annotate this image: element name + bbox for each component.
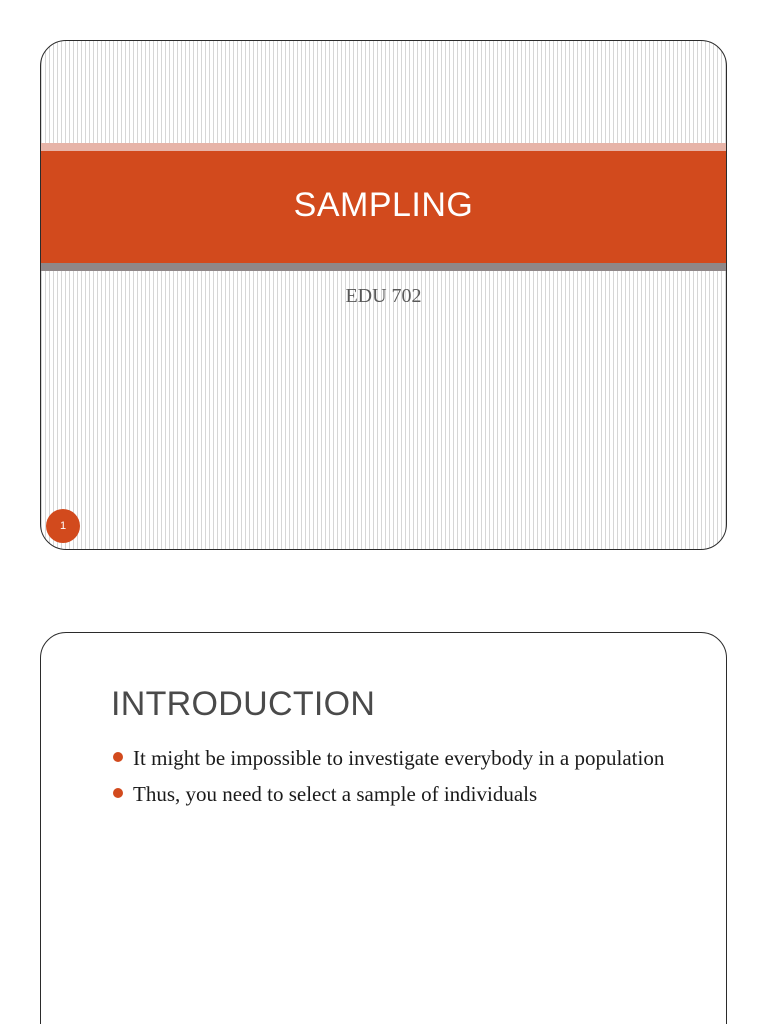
slide-heading: INTRODUCTION [111, 685, 376, 723]
bullet-text: It might be impossible to investigate everybody in a population [133, 746, 665, 770]
bullet-dot-icon [113, 788, 123, 798]
slide-number-badge: 1 [46, 509, 80, 543]
slide-title: SAMPLING [293, 185, 474, 224]
slide-2 [40, 632, 727, 1024]
bullet-item [113, 779, 691, 809]
bullet-dot-icon [113, 752, 123, 762]
slide-1 [40, 40, 727, 550]
title-bottom-stripe [41, 263, 726, 271]
bullet-list [113, 743, 691, 815]
bullet-item [113, 743, 691, 773]
bullet-text: Thus, you need to select a sample of individuals [133, 782, 538, 806]
title-band [41, 151, 726, 263]
title-top-stripe [41, 143, 726, 151]
slide-subtitle: EDU 702 [345, 285, 422, 307]
